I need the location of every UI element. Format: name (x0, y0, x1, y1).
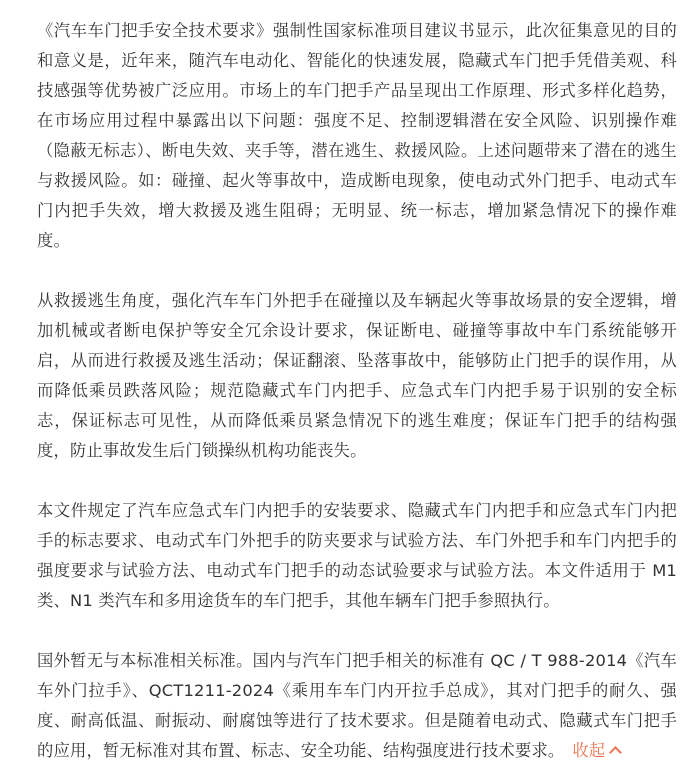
paragraph-scope: 本文件规定了汽车应急式车门内把手的安装要求、隐藏式车门内把手和应急式车门内把手的标志要求、电动式车门外把手的防夹要求与试验方法、车门外把手和车门内把手的强度要求与试验方法、电动式车门把手的动态试验要求与试验方法。本文件适用于 M1 类、N1 类汽车和多用途货车的车门把手，其他车辆车门把手参照执行。 (37, 501, 677, 610)
collapse-button[interactable] (572, 741, 620, 760)
chevron-up-icon (610, 746, 623, 759)
paragraph-standards (37, 646, 677, 766)
paragraph-standards-text: 国外暂无与本标准相关标准。国内与汽车门把手相关的标准有 QC / T 988-2014《汽车车外门拉手》、QCT1211-2024《乘用车车门内开拉手总成》，其对门把手的耐久、强度、耐高低温、耐振动、耐腐蚀等进行了技术要求。但是随着电动式、隐藏式车门把手的应用，暂无标准对其布置、标志、安全功能、结构强度进行技术要求。 (37, 651, 677, 760)
article-body (37, 16, 677, 766)
paragraph-rescue: 从救援逃生角度，强化汽车车门外把手在碰撞以及车辆起火等事故场景的安全逻辑，增加机械或者断电保护等安全冗余设计要求，保证断电、碰撞等事故中车门系统能够开启，从而进行救援及逃生活动；保证翻滚、坠落事故中，能够防止门把手的误作用，从而降低乘员跌落风险；规范隐藏式车门内把手、应急式车门内把手易于识别的安全标志，保证标志可见性，从而降低乘员紧急情况下的逃生难度；保证车门把手的结构强度，防止事故发生后门锁操纵机构功能丧失。 (37, 291, 677, 460)
collapse-label: 收起 (572, 741, 606, 760)
paragraph-purpose: 《汽车车门把手安全技术要求》强制性国家标准项目建议书显示，此次征集意见的目的和意义是，近年来，随汽车电动化、智能化的快速发展，隐藏式车门把手凭借美观、科技感强等优势被广泛应用。市场上的车门把手产品呈现出工作原理、形式多样化趋势，在市场应用过程中暴露出以下问题：强度不足、控制逻辑潜在安全风险、识别操作难（隐蔽无标志）、断电失效、夹手等，潜在逃生、救援风险。上述问题带来了潜在的逃生与救援风险。如：碰撞、起火等事故中，造成断电现象，使电动式外门把手、电动式车门内把手失效，增大救援及逃生阻碍；无明显、统一标志，增加紧急情况下的操作难度。 (37, 21, 677, 250)
